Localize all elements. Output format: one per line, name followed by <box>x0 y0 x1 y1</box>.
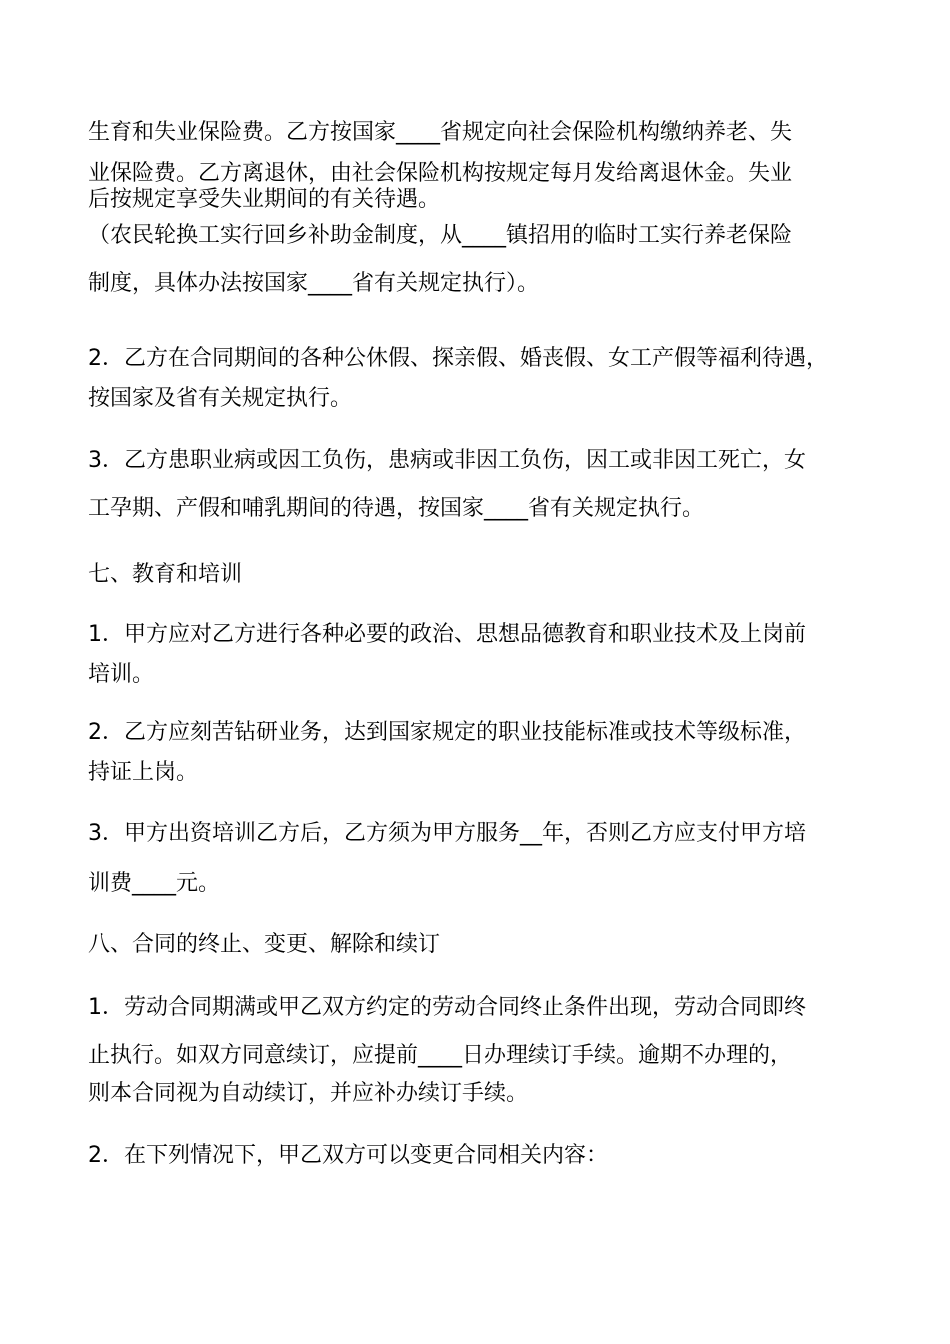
text-line: 3．乙方患职业病或因工负伤，患病或非因工负伤，因工或非因工死亡，女 <box>88 448 806 473</box>
text-line: 生育和失业保险费。乙方按国家____省规定向社会保险机构缴纳养老、失 <box>88 120 793 145</box>
section-heading: 八、合同的终止、变更、解除和续订 <box>88 932 441 957</box>
text-line: 1．甲方应对乙方进行各种必要的政治、思想品德教育和职业技术及上岗前 <box>88 622 806 647</box>
text-line: 训费____元。 <box>88 871 221 896</box>
text-line: 按国家及省有关规定执行。 <box>88 386 353 411</box>
text-line: （农民轮换工实行回乡补助金制度，从____镇招用的临时工实行养老保险 <box>88 223 793 248</box>
text-line: 止执行。如双方同意续订，应提前____日办理续订手续。逾期不办理的， <box>88 1043 793 1068</box>
text-line: 2．乙方在合同期间的各种公休假、探亲假、婚丧假、女工产假等福利待遇， <box>88 346 828 371</box>
text-line: 3．甲方出资培训乙方后，乙方须为甲方服务__年，否则乙方应支付甲方培 <box>88 821 806 846</box>
text-line: 制度，具体办法按国家____省有关规定执行）。 <box>88 271 540 296</box>
text-line: 2．乙方应刻苦钻研业务，达到国家规定的职业技能标准或技术等级标准， <box>88 720 806 745</box>
text-line: 持证上岗。 <box>88 760 199 785</box>
text-line: 工孕期、产假和哺乳期间的待遇，按国家____省有关规定执行。 <box>88 496 705 521</box>
text-line: 后按规定享受失业期间的有关待遇。 <box>88 187 441 212</box>
section-heading: 七、教育和培训 <box>88 562 243 587</box>
text-line: 则本合同视为自动续订，并应补办续订手续。 <box>88 1081 529 1106</box>
text-line: 1．劳动合同期满或甲乙双方约定的劳动合同终止条件出现，劳动合同即终 <box>88 995 806 1020</box>
text-line: 培训。 <box>88 662 155 687</box>
text-line: 2．在下列情况下，甲乙双方可以变更合同相关内容： <box>88 1143 608 1168</box>
text-line: 业保险费。乙方离退休，由社会保险机构按规定每月发给离退休金。失业 <box>88 161 793 186</box>
